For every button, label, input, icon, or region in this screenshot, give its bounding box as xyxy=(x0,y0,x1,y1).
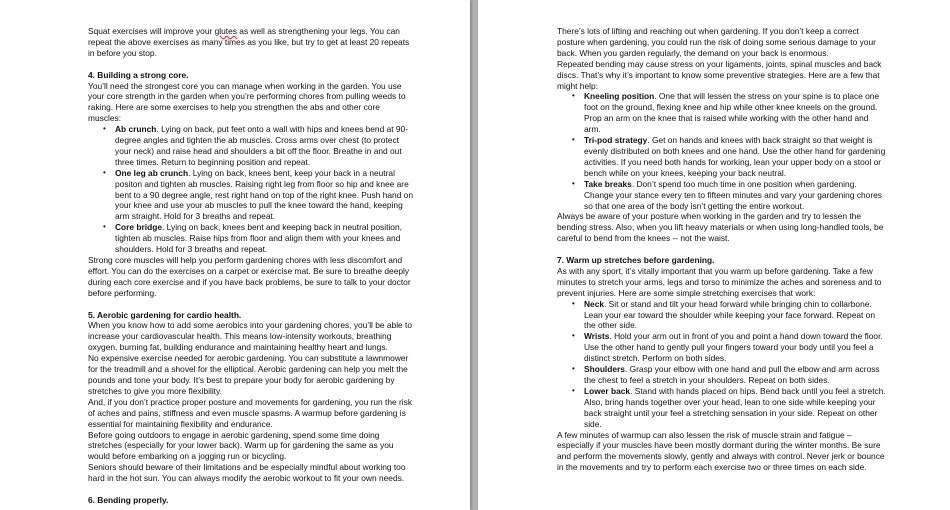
bending-strategy-list xyxy=(557,91,886,211)
stretch-list xyxy=(557,299,886,430)
paragraph: Always be aware of your posture when working in the garden and try to lessen the bending stress. Also, when you lift heavy materials or when using long-handled tools, be careful to bend from the knees -- not the waist. xyxy=(557,211,884,244)
paragraph: There’s lots of lifting and reaching out when gardening. If you don’t keep a correct posture when gardening, you could run the risk of doing some serious damage to your back. When you garden regularly, the demand on your back is enormous. xyxy=(557,26,876,58)
section-4-heading: 4. Building a strong core. xyxy=(88,69,189,80)
section-5-paragraph: Seniors should beware of their limitations and be especially mindful about working too hard in the hot sun. You can always modify the aerobic workout to fit your own needs. xyxy=(88,462,406,484)
section-5-paragraph: Before going outdoors to engage in aerobic gardening, spend some time doing stretches (especially for your lower back). Warm up for gardening the same as you would before embarking on a jogging run or bicycling. xyxy=(88,429,394,462)
section-7-intro: As with any sport, it’s vitally important that you warm up before gardening. Take a few minutes to stretch your arms, legs and torso to minimize the aches and soreness and to prevent injuries. Here are some simple stretching exercises that work: xyxy=(557,265,882,298)
list-item: • Take breaks. Don’t spend too much time in one position when gardening. Change your stance every ten to fifteen minutes and vary your gardening chores so that one area of the body isn’t getting the entire workout. xyxy=(572,178,882,211)
spellcheck-word: glutes xyxy=(214,26,237,36)
list-item: • Neck. Sit or stand and tilt your head forward while bringing chin to collarbone. Lean your ear toward the shoulder while keeping your face forward. Repeat on the other side. xyxy=(572,298,875,331)
bullet-icon: • xyxy=(572,331,575,341)
section-5-paragraph: And, if you don’t practice proper posture and movements for gardening, you run the risk of aches and pains, stiffness and even muscle spasms. A warmup before gardening is essential for maintaining flexibility and endurance. xyxy=(88,396,413,429)
list-item: • Shoulders. Grasp your elbow with one hand and pull the elbow and arm across the chest to feel a stretch in your shoulders. Repeat on both sides. xyxy=(572,364,880,385)
bullet-icon: • xyxy=(572,178,575,188)
list-item: • Kneeling position. One that will lessen the stress on your spine is to place one foot on the ground, flexing knee and hip while other knee kneels on the ground. Prop an arm on the knee that is raised while working with the other hand and arm. xyxy=(572,91,880,135)
bullet-icon: • xyxy=(103,124,106,134)
page-left-content xyxy=(88,26,414,506)
paragraph: Repeated bending may cause stress on your ligaments, joints, spinal muscles and back discs. That’s why it’s important to know some preventive strategies. Here are a few that might help: xyxy=(557,58,882,91)
list-item: • Core bridge. Lying on back, knees bent and keeping back in neutral position, tighten ab muscles. Raise hips from floor and align them with your knees and shoulders. Hold for 3 breaths and repeat. xyxy=(103,222,402,255)
list-item: • Tri-pod strategy. Get on hands and knees with back straight so that weight is evenly distributed on both knees and one hand. Use the other hand for gardening activities. If you need both hands for working, lean your upper body on a stool or bench while on your knees, keeping your back neutral. xyxy=(572,135,886,178)
bullet-icon: • xyxy=(572,135,575,145)
bullet-icon: • xyxy=(572,298,575,308)
core-exercise-list xyxy=(88,124,414,255)
list-item: • Lower back. Stand with hands placed on hips. Bend back until you feel a stretch. Also, bring hands together over your head, lean to one side while keeping your back straight until your feel a stretching sensation in your side. Repeat on other side. xyxy=(572,385,886,429)
bullet-icon: • xyxy=(103,222,106,232)
list-item: • Ab crunch. Lying on back, put feet onto a wall with hips and knees bend at 90-degree angles and tighten the ab muscles. Cross arms over chest (to protect your neck) and raise head and shoulders a bit off the floor. Breathe in and out three times. Return to beginning position and repeat. xyxy=(103,124,408,167)
section-4-outro: Strong core muscles will help you perform gardening chores with less discomfort and effort. You can do the exercises on a carpet or exercise mat. Be sure to breathe deeply during each core exercise and if you have back problems, be sure to talk to your doctor before performing. xyxy=(88,255,411,298)
list-item: • Wrists. Hold your arm out in front of you and point a hand down toward the floor. Use the other hand to gently pull your fingers toward your body until you feel a distinct stretch. Perform on both sides. xyxy=(572,331,883,364)
bullet-icon: • xyxy=(572,385,575,395)
section-5-paragraph: No expensive exercise needed for aerobic gardening. You can substitute a lawnmower for the treadmill and a shovel for the elliptical. Aerobic gardening can help you melt the pounds and tone your body. It’s best to prepare your body for aerobic gardening by stretches to give you more flexibility. xyxy=(88,353,409,396)
bullet-icon: • xyxy=(572,364,575,374)
section-7-heading: 7. Warm up stretches before gardening. xyxy=(557,255,715,266)
section-6-heading: 6. Bending properly. xyxy=(88,494,169,505)
list-item: • One leg ab crunch. Lying on back, knees bent, keep your back in a neutral positon and tighten ab muscles. Raising right leg from floor so hip and knee are bent to a 90 degree angle, rest right hand on top of the right knee. Push hand on your knee and use your ab muscles to pull the knee toward the hand, keeping arm straight. Hold for 3 breaths and repeat. xyxy=(103,167,413,222)
section-7-outro: A few minutes of warmup can also lessen the risk of muscle strain and fatigue – especially if your muscles have been mostly dormant during the winter months. Be sure and perform the movements slowly, gently and always with control. Never jerk or bounce in the movements and try to perform each exercise two or three times on each side. xyxy=(557,429,885,473)
section-5-heading: 5. Aerobic gardening for cardio health. xyxy=(88,309,242,320)
bullet-icon: • xyxy=(572,91,575,101)
bullet-icon: • xyxy=(103,167,106,177)
section-5-paragraph: When you know how to add some aerobics into your gardening chores, you’ll be able to increase your cardiovascular health. This means low-intensity workouts, breathing oxygen, burning fat, building endurance and maintaining healthy heart and lungs. xyxy=(88,320,413,353)
page-right-content xyxy=(557,26,886,473)
document-page-left xyxy=(0,0,470,510)
section-4-intro: You’ll need the strongest core you can manage when working in the garden. You use your core strength in the garden when you’re performing chores from pulling weeds to raking. Here are some exercises to help you strengthen the abs and other core muscles: xyxy=(88,80,406,124)
intro-paragraph: Squat exercises will improve your glutes as well as strengthening your legs. You can repeat the above exercises as many times as you like, but try to get at least 20 repeats in before you stop. xyxy=(88,26,410,58)
document-page-right xyxy=(478,0,950,510)
